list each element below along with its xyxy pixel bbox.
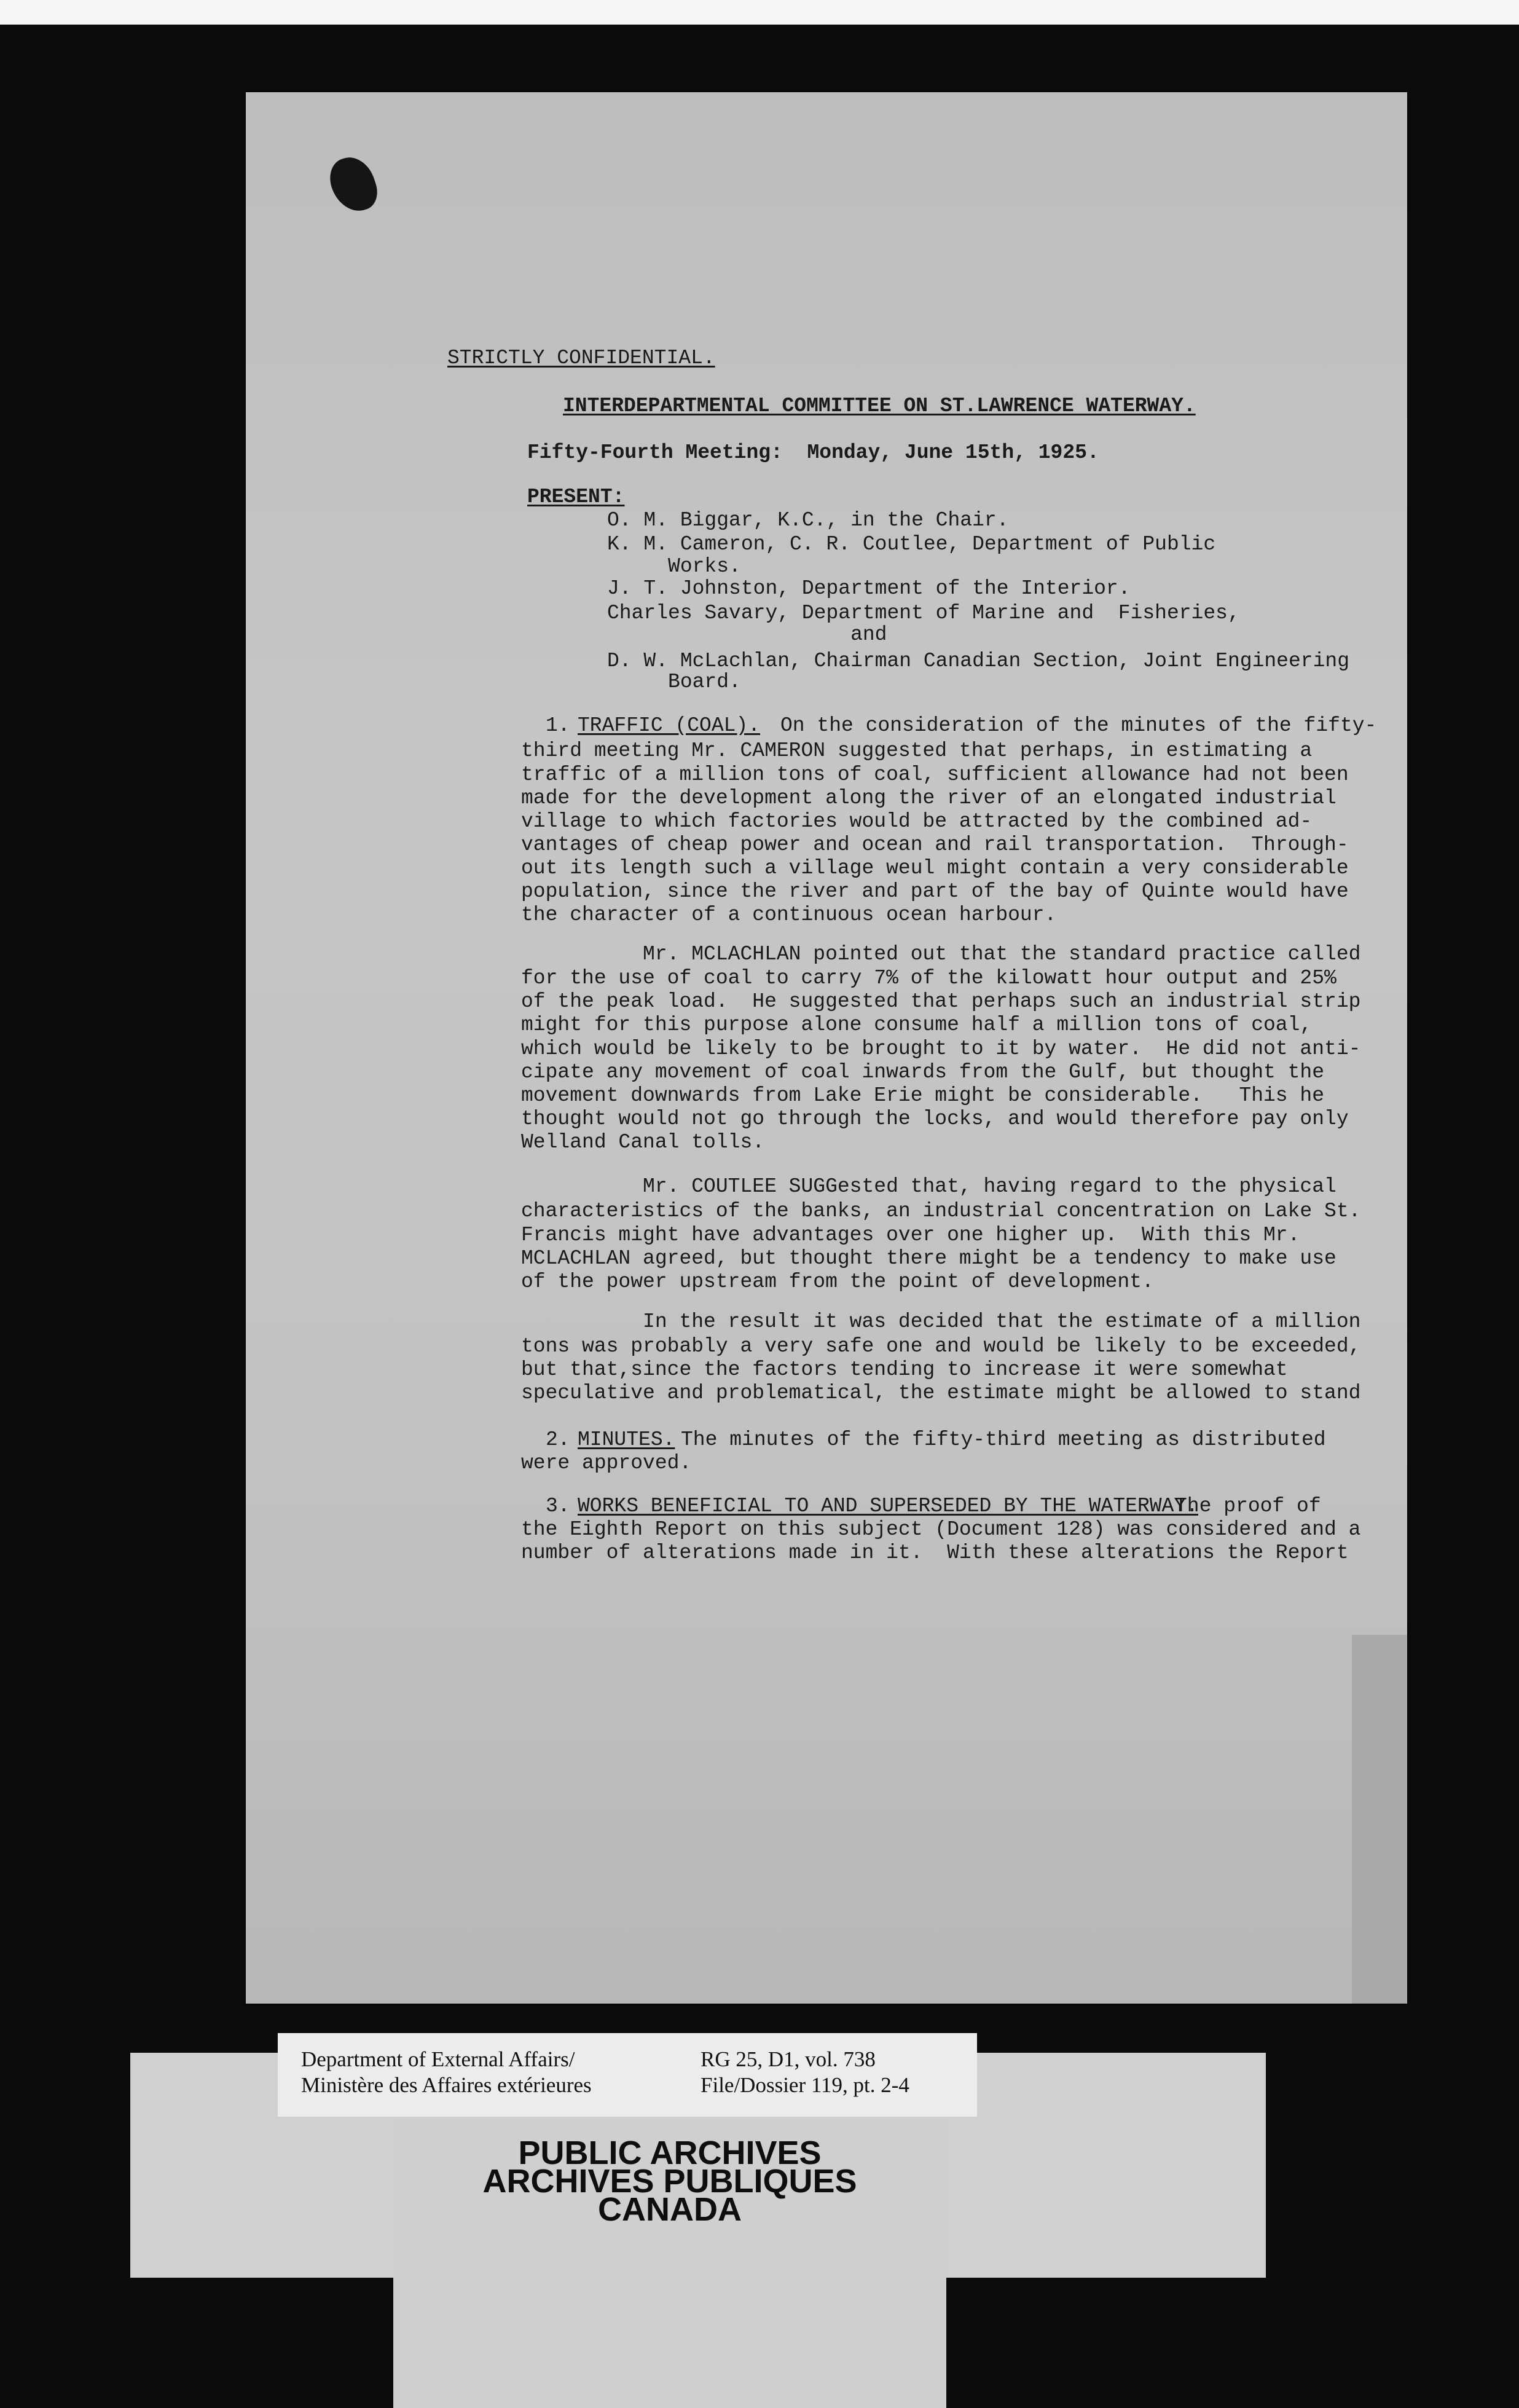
attendee-line: Board. bbox=[607, 671, 741, 693]
paragraph-line: of the peak load. He suggested that perhaps such an industrial strip bbox=[521, 990, 1361, 1013]
paragraph-line: characteristics of the banks, an industrial concentration on Lake St. bbox=[521, 1200, 1361, 1222]
item2-heading: MINUTES. bbox=[578, 1428, 675, 1451]
paragraph-line: movement downwards from Lake Erie might be considerable. This he bbox=[521, 1084, 1325, 1107]
paragraph-line: population, since the river and part of the bay of Quinte would have bbox=[521, 880, 1349, 903]
file-reference: RG 25, D1, vol. 738 File/Dossier 119, pt. 2-4 bbox=[701, 2047, 909, 2097]
item3-heading: WORKS BENEFICIAL TO AND SUPERSEDED BY THE WATERWAY. bbox=[578, 1495, 1198, 1517]
paragraph-line: of the power upstream from the point of development. bbox=[521, 1270, 1154, 1293]
paragraph-line: Francis might have advantages over one higher up. With this Mr. bbox=[521, 1224, 1300, 1246]
department-name: Department of External Affairs/ Ministère des Affaires extérieures bbox=[301, 2047, 592, 2097]
stamp-line: PUBLIC ARCHIVES bbox=[518, 2135, 822, 2171]
attendee-line: Works. bbox=[607, 555, 741, 578]
paragraph-line: tons was probably a very safe one and would be likely to be exceeded, bbox=[521, 1335, 1361, 1358]
scan-border bbox=[0, 0, 1519, 25]
item-number: 1. bbox=[546, 714, 570, 737]
paragraph-line: were approved. bbox=[521, 1452, 692, 1474]
stamp-line: CANADA bbox=[598, 2191, 742, 2228]
present-label: PRESENT: bbox=[527, 486, 625, 508]
item-number: 2. bbox=[546, 1428, 570, 1451]
attendee-line: O. M. Biggar, K.C., in the Chair. bbox=[607, 509, 1009, 532]
paragraph-line: The minutes of the fifty-third meeting as distributed bbox=[681, 1428, 1326, 1451]
paragraph-line: vantages of cheap power and ocean and rail transportation. Through- bbox=[521, 833, 1349, 856]
paragraph-line: In the result it was decided that the estimate of a million bbox=[521, 1310, 1361, 1333]
stamp-line: ARCHIVES PUBLIQUES bbox=[482, 2163, 857, 2200]
meeting-line: Fifty-Fourth Meeting: Monday, June 15th, 1925. bbox=[527, 441, 1099, 464]
attendee-line: J. T. Johnston, Department of the Interior. bbox=[607, 577, 1131, 600]
paragraph-line: cipate any movement of coal inwards from the Gulf, but thought the bbox=[521, 1061, 1325, 1084]
classification-heading: STRICTLY CONFIDENTIAL. bbox=[447, 347, 715, 369]
paragraph-line: The proof of bbox=[1175, 1495, 1321, 1517]
paragraph-line: thought would not go through the locks, and would therefore pay only bbox=[521, 1108, 1349, 1130]
committee-title: INTERDEPARTMENTAL COMMITTEE ON ST.LAWRENCE WATERWAY. bbox=[563, 395, 1196, 417]
paragraph-line: might for this purpose alone consume half a million tons of coal, bbox=[521, 1013, 1313, 1036]
paragraph-line: number of alterations made in it. With these alterations the Report bbox=[521, 1541, 1349, 1564]
paragraph-line: the Eighth Report on this subject (Document 128) was considered and a bbox=[521, 1518, 1361, 1541]
paragraph-line: Mr. MCLACHLAN pointed out that the standard practice called bbox=[521, 943, 1361, 966]
paragraph-line: but that,since the factors tending to increase it were somewhat bbox=[521, 1358, 1288, 1381]
page-edge bbox=[1352, 1635, 1407, 2004]
attendee-line: K. M. Cameron, C. R. Coutlee, Department of Public bbox=[607, 533, 1216, 556]
paragraph-line: Welland Canal tolls. bbox=[521, 1131, 765, 1154]
paragraph-line: third meeting Mr. CAMERON suggested that perhaps, in estimating a bbox=[521, 739, 1313, 762]
paragraph-line: which would be likely to be brought to it by water. He did not anti- bbox=[521, 1037, 1361, 1060]
archive-reference-label bbox=[278, 2033, 977, 2117]
attendee-line: Charles Savary, Department of Marine and Fisheries, bbox=[607, 602, 1240, 624]
item1-heading: TRAFFIC (COAL). bbox=[578, 714, 761, 737]
paragraph-line: out its length such a village weul might contain a very considerable bbox=[521, 857, 1349, 879]
paragraph-line: village to which factories would be attracted by the combined ad- bbox=[521, 810, 1313, 833]
paragraph-line: speculative and problematical, the estimate might be allowed to stand bbox=[521, 1382, 1361, 1404]
paragraph-line: the character of a continuous ocean harbour. bbox=[521, 903, 1057, 926]
archive-stamp bbox=[393, 2135, 946, 2228]
paragraph-line: On the consideration of the minutes of the fifty- bbox=[780, 714, 1377, 737]
paragraph-line: for the use of coal to carry 7% of the kilowatt hour output and 25% bbox=[521, 967, 1336, 990]
paragraph-line: Mr. COUTLEE SUGGested that, having regard to the physical bbox=[521, 1175, 1336, 1198]
item-number: 3. bbox=[546, 1495, 570, 1517]
paragraph-line: MCLACHLAN agreed, but thought there might be a tendency to make use bbox=[521, 1247, 1336, 1270]
attendee-line: and bbox=[607, 623, 887, 646]
paragraph-line: made for the development along the river of an elongated industrial bbox=[521, 787, 1336, 809]
paragraph-line: traffic of a million tons of coal, sufficient allowance had not been bbox=[521, 763, 1349, 786]
attendee-line: D. W. McLachlan, Chairman Canadian Section, Joint Engineering bbox=[607, 650, 1349, 672]
